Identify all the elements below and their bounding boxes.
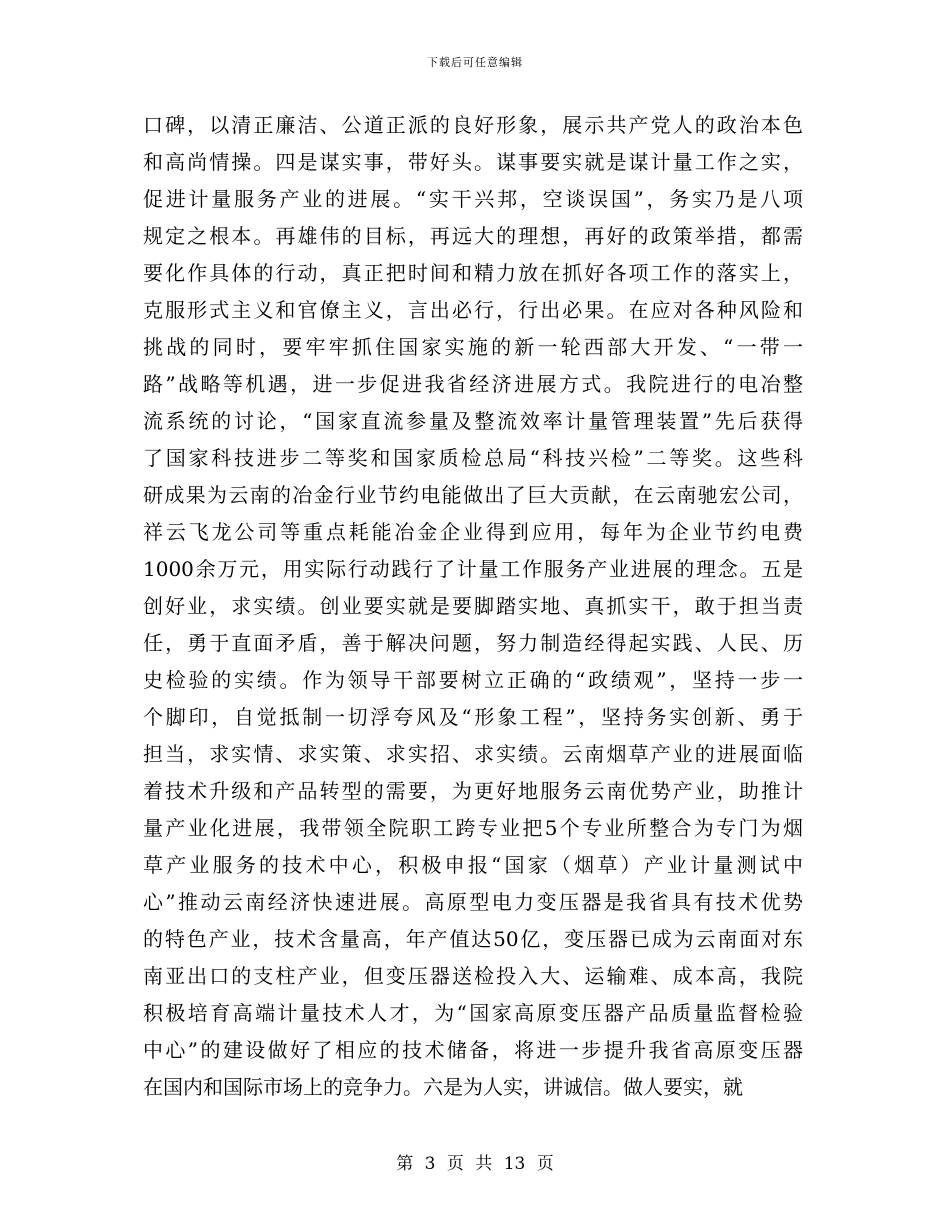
text-line: 研成果为云南的冶金行业节约电能做出了巨大贡献，在云南驰宏公司， xyxy=(143,483,803,507)
text-line: 任，勇于直面矛盾，善于解决问题，努力制造经得起实践、人民、历 xyxy=(143,631,803,655)
text-line: 祥云飞龙公司等重点耗能冶金企业得到应用，每年为企业节约电费 xyxy=(143,520,803,544)
text-line: 要化作具体的行动，真正把时间和精力放在抓好各项工作的落实上， xyxy=(143,261,803,285)
text-line: 创好业，求实绩。创业要实就是要脚踏实地、真抓实干，敢于担当责 xyxy=(143,594,803,618)
text-line: 流系统的讨论，“国家直流参量及整流效率计量管理装置”先后获得 xyxy=(143,409,803,433)
text-line: 量产业化进展，我带领全院职工跨专业把5个专业所整合为专门为烟 xyxy=(143,816,803,840)
text-line: 草产业服务的技术中心，积极申报“国家（烟草）产业计量测试中 xyxy=(143,853,803,877)
text-line: 了国家科技进步二等奖和国家质检总局“科技兴检”二等奖。这些科 xyxy=(143,446,803,470)
text-line: 积极培育高端计量技术人才，为“国家高原变压器产品质量监督检验 xyxy=(143,1001,803,1025)
text-line: 和高尚情操。四是谋实事，带好头。谋事要实就是谋计量工作之实， xyxy=(143,150,803,174)
text-line: 挑战的同时，要牢牢抓住国家实施的新一轮西部大开发、“一带一 xyxy=(143,335,803,359)
text-line: 路”战略等机遇，进一步促进我省经济进展方式。我院进行的电冶整 xyxy=(143,372,803,396)
text-line: 南亚出口的支柱产业，但变压器送检投入大、运输难、成本高，我院 xyxy=(143,964,803,988)
text-line: 史检验的实绩。作为领导干部要树立正确的“政绩观”，坚持一步一 xyxy=(143,668,803,692)
text-line: 克服形式主义和官僚主义，言出必行，行出必果。在应对各种风险和 xyxy=(143,298,803,322)
text-line: 规定之根本。再雄伟的目标，再远大的理想，再好的政策举措，都需 xyxy=(143,224,803,248)
text-line: 中心”的建设做好了相应的技术储备，将进一步提升我省高原变压器 xyxy=(143,1038,803,1062)
text-line: 个脚印，自觉抵制一切浮夸风及“形象工程”，坚持务实创新、勇于 xyxy=(143,705,803,729)
text-line: 促进计量服务产业的进展。“实干兴邦，空谈误国”，务实乃是八项 xyxy=(143,187,803,211)
text-line: 担当，求实情、求实策、求实招、求实绩。云南烟草产业的进展面临 xyxy=(143,742,803,766)
page-header: 下载后可任意编辑 xyxy=(427,56,523,69)
page-number-footer: 第 3 页 共 13 页 xyxy=(396,1154,554,1174)
text-line: 心”推动云南经济快速进展。高原型电力变压器是我省具有技术优势 xyxy=(143,890,803,914)
document-body xyxy=(143,107,803,1106)
text-line: 的特色产业，技术含量高，年产值达50亿，变压器已成为云南面对东 xyxy=(143,927,803,951)
text-line: 1000余万元，用实际行动践行了计量工作服务产业进展的理念。五是 xyxy=(143,557,803,581)
text-line: 在国内和国际市场上的竞争力。六是为人实，讲诚信。做人要实，就 xyxy=(143,1075,743,1099)
text-line: 口碑，以清正廉洁、公道正派的良好形象，展示共产党人的政治本色 xyxy=(143,113,803,137)
text-line: 着技术升级和产品转型的需要，为更好地服务云南优势产业，助推计 xyxy=(143,779,803,803)
